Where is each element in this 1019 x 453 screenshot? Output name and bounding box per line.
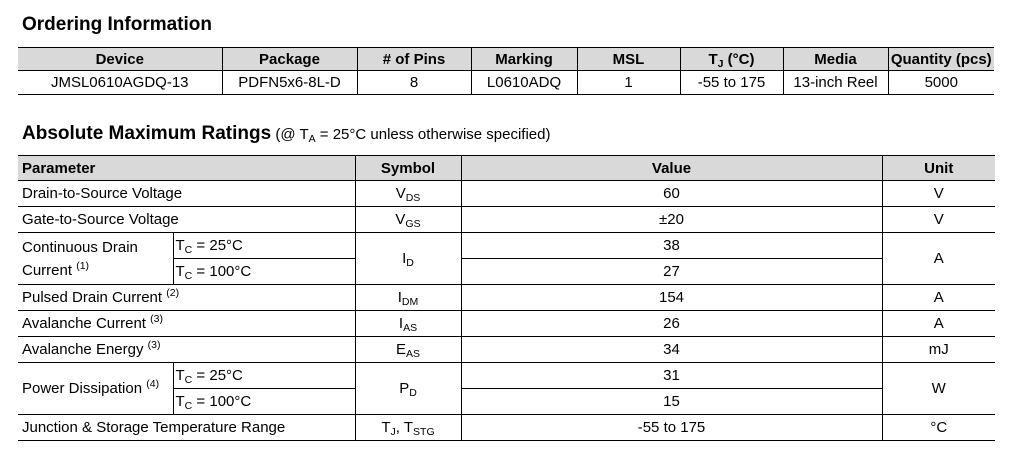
symbol-cell: $P_D$ <box>355 363 461 415</box>
media-header: Media <box>783 48 888 71</box>
symbol-cell: $I_D$ <box>355 233 461 285</box>
table-row <box>18 363 995 389</box>
parameter-label: Junction & Storage Temperature Range <box>18 415 355 441</box>
parameter-label: Gate-to-Source Voltage <box>18 207 355 233</box>
unit-cell: W <box>882 363 995 415</box>
value-cell: 38 <box>461 233 882 259</box>
value-cell: 60 <box>461 181 882 207</box>
table-row <box>18 415 995 441</box>
parameter-label: Avalanche Energy $^{(3)}$ <box>18 337 355 363</box>
unit-cell: A <box>882 233 995 285</box>
msl-cell: 1 <box>577 71 680 95</box>
package-header: Package <box>222 48 357 71</box>
device-cell: JMSL0610AGDQ-13 <box>50 74 189 91</box>
condition-cell: $T_C = 100^\circ C$ <box>173 389 355 415</box>
package-cell: PDFN5x6-8L-D <box>222 71 357 95</box>
parameter-label: Power Dissipation $^{(4)}$ <box>18 363 173 415</box>
symbol-cell: $T_J$, $T_{STG}$ <box>355 415 461 441</box>
tj-header: $T_J$ (°C) <box>680 48 783 71</box>
ordering-row <box>18 71 994 95</box>
value-cell: 31 <box>461 363 882 389</box>
quantity-header: Quantity (pcs) <box>888 48 994 71</box>
unit-cell: V <box>882 207 995 233</box>
parameter-label: Continuous Drain Current $^{(1)}$ <box>18 233 173 285</box>
value-header: Value <box>461 156 882 181</box>
symbol-cell: $I_{DM}$ <box>355 285 461 311</box>
ordering-information-title: Ordering Information <box>22 14 212 35</box>
symbol-cell: $V_{GS}$ <box>355 207 461 233</box>
unit-cell: V <box>882 181 995 207</box>
condition-cell: $T_C = 25^\circ C$ <box>173 363 355 389</box>
unit-cell: °C <box>882 415 995 441</box>
pins-cell: 8 <box>357 71 471 95</box>
device-header: Device <box>18 48 222 71</box>
ratings-condition: (@ $T_A = 25^\circ C$ unless otherwise specified) <box>271 126 551 145</box>
pins-header: # of Pins <box>357 48 471 71</box>
media-cell: 13-inch Reel <box>783 71 888 95</box>
symbol-cell: $V_{DS}$ <box>355 181 461 207</box>
parameter-label: Pulsed Drain Current $^{(2)}$ <box>18 285 355 311</box>
tj-cell: -55 to 175 <box>680 71 783 95</box>
table-row <box>18 207 995 233</box>
symbol-cell: $E_{AS}$ <box>355 337 461 363</box>
marking-cell: L0610ADQ <box>471 71 577 95</box>
value-cell: 154 <box>461 285 882 311</box>
value-cell: -55 to 175 <box>461 415 882 441</box>
value-cell: 27 <box>461 259 882 285</box>
symbol-header: Symbol <box>355 156 461 181</box>
value-cell: 34 <box>461 337 882 363</box>
table-row <box>18 337 995 363</box>
parameter-header: Parameter <box>18 156 355 181</box>
value-cell: 15 <box>461 389 882 415</box>
ratings-header-row <box>18 156 995 181</box>
msl-header: MSL <box>577 48 680 71</box>
quantity-cell: 5000 <box>888 71 994 95</box>
table-row <box>18 311 995 337</box>
table-row <box>18 233 995 259</box>
ordering-information-table <box>18 47 994 95</box>
unit-header: Unit <box>882 156 995 181</box>
value-cell: ±20 <box>461 207 882 233</box>
symbol-cell: $I_{AS}$ <box>355 311 461 337</box>
parameter-label: Avalanche Current $^{(3)}$ <box>18 311 355 337</box>
condition-cell: $T_C = 100^\circ C$ <box>173 259 355 285</box>
table-row <box>18 181 995 207</box>
absolute-maximum-ratings-table <box>18 155 995 441</box>
value-cell: 26 <box>461 311 882 337</box>
marking-header: Marking <box>471 48 577 71</box>
ordering-header-row <box>18 48 994 71</box>
parameter-label: Drain-to-Source Voltage <box>18 181 355 207</box>
condition-cell: $T_C = 25^\circ C$ <box>173 233 355 259</box>
absolute-maximum-ratings-title: Absolute Maximum Ratings (@ $T_A = 25^\circ C$ unless otherwise specified) <box>22 123 551 145</box>
unit-cell: A <box>882 285 995 311</box>
unit-cell: mJ <box>882 337 995 363</box>
unit-cell: A <box>882 311 995 337</box>
table-row <box>18 285 995 311</box>
